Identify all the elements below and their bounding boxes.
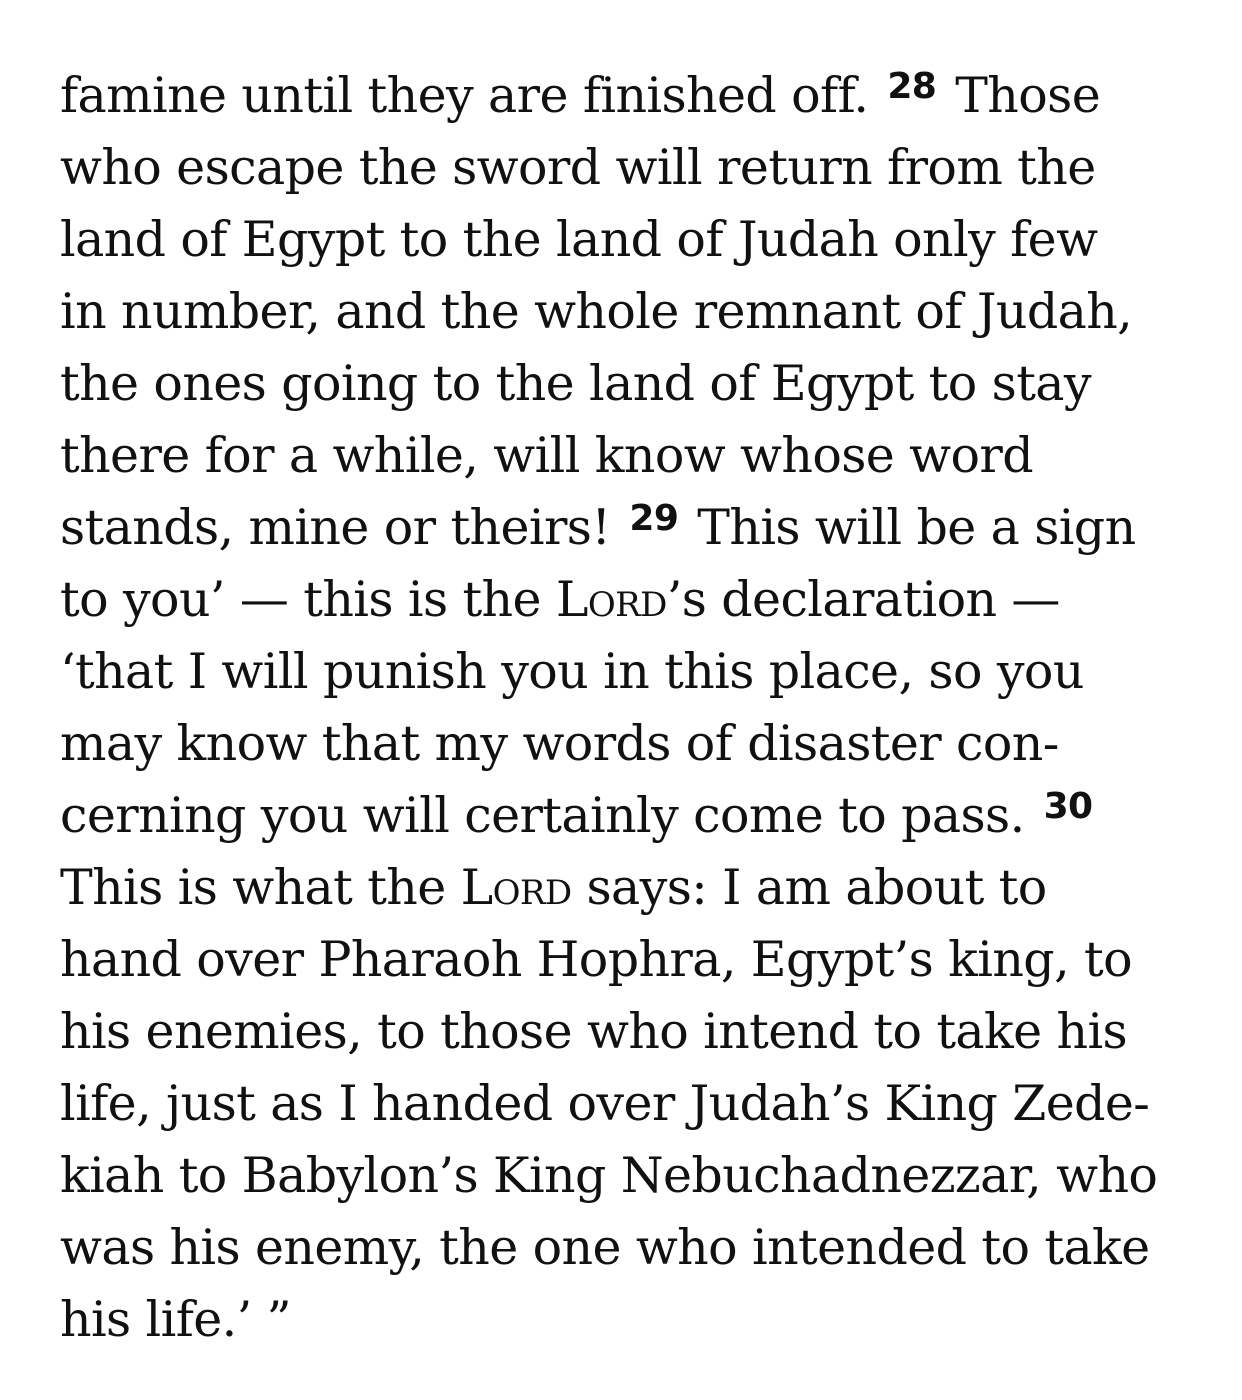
text-segment: This is what the: [60, 859, 461, 916]
text-segment: stands, mine or theirs!: [60, 499, 611, 556]
text-line: his life.’ ”: [60, 1291, 292, 1348]
text-line: may know that my words of disaster con-: [60, 715, 1059, 772]
text-line: ‘that I will punish you in this place, so you: [60, 643, 1084, 700]
text-line: in number, and the whole remnant of Judah,: [60, 283, 1133, 340]
text-segment: ’s declaration —: [666, 571, 1060, 628]
text-line: there for a while, will know whose word: [60, 427, 1034, 484]
text-segment: This will be a sign: [697, 499, 1136, 556]
verse-number: 29: [629, 498, 679, 539]
text-line: his enemies, to those who intend to take his: [60, 1003, 1128, 1060]
text-line: the ones going to the land of Egypt to stay: [60, 355, 1091, 412]
text-line: [60, 852, 1190, 924]
text-line: [60, 60, 1190, 132]
text-line: was his enemy, the one who intended to take: [60, 1219, 1150, 1276]
text-line: who escape the sword will return from the: [60, 139, 1096, 196]
text-segment: cerning you will certainly come to pass.: [60, 787, 1025, 844]
text-segment: Those: [955, 67, 1101, 124]
verse-number: 30: [1043, 786, 1093, 827]
text-segment: says: I am about to: [571, 859, 1047, 916]
divine-name: Lord: [555, 571, 667, 628]
text-line: land of Egypt to the land of Judah only few: [60, 211, 1098, 268]
text-line: [60, 780, 1190, 852]
text-segment: to you’ — this is the: [60, 571, 556, 628]
text-line: [60, 492, 1190, 564]
text-line: kiah to Babylon’s King Nebuchadnezzar, who: [60, 1147, 1158, 1204]
divine-name: Lord: [460, 859, 572, 916]
text-segment: famine until they are finished off.: [60, 67, 869, 124]
verse-number: 28: [887, 66, 937, 107]
text-line: life, just as I handed over Judah’s King Zede-: [60, 1075, 1150, 1132]
text-line: hand over Pharaoh Hophra, Egypt’s king, to: [60, 931, 1133, 988]
text-line: [60, 564, 1190, 636]
scripture-passage: [60, 60, 1190, 1360]
